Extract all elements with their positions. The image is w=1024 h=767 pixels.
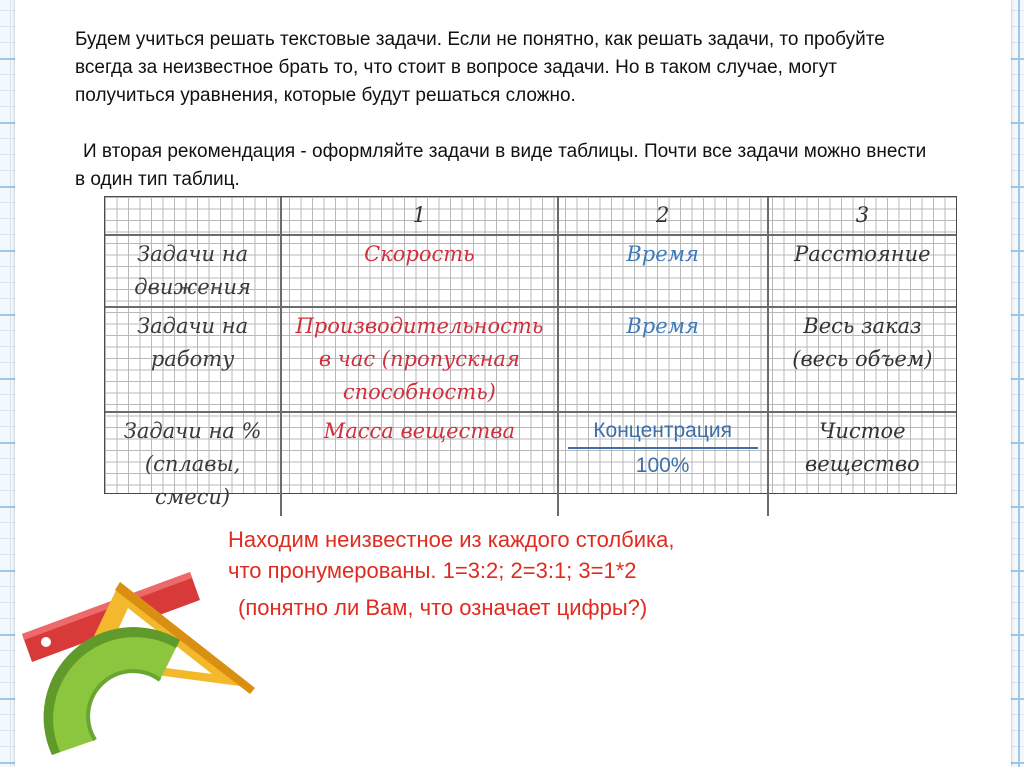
intro-text [75, 26, 935, 194]
cell-whole-order: Весь заказ (весь объем) [768, 307, 956, 412]
task-table [105, 197, 956, 516]
fraction-denominator: 100% [635, 454, 690, 477]
task-table-wrapper [104, 196, 957, 509]
table-row [105, 307, 956, 412]
intro-paragraph-2: И вторая рекомендация - оформляйте задачи в виде таблицы. Почти все задачи можно внести в один тип таблиц. [75, 141, 927, 190]
conclusion-line-3: (понятно ли Вам, что означает цифры?) [238, 595, 648, 620]
conclusion-line-1: Находим неизвестное из каждого столбика, [228, 527, 675, 552]
cell-time-work: Время [558, 307, 768, 412]
cell-distance: Расстояние [768, 235, 956, 307]
conclusion-text [228, 524, 848, 623]
header-cell-empty [105, 197, 281, 235]
table-header-row [105, 197, 956, 235]
fraction-numerator: Концентрация [568, 415, 758, 449]
table-row [105, 412, 956, 516]
row-label-work: Задачи на работу [105, 307, 281, 412]
cell-mass: Масса вещества [281, 412, 557, 516]
cell-pure-substance: Чистое вещество [768, 412, 956, 516]
cell-speed: Скорость [281, 235, 557, 307]
cell-time-motion: Время [558, 235, 768, 307]
header-cell-1: 1 [281, 197, 557, 235]
cell-concentration-fraction [558, 412, 768, 516]
cell-productivity: Производительность в час (пропускная способность) [281, 307, 557, 412]
header-cell-3: 3 [768, 197, 956, 235]
drawing-tools-illustration [0, 570, 290, 767]
header-cell-2: 2 [558, 197, 768, 235]
conclusion-line-2: что пронумерованы. 1=3:2; 2=3:1; 3=1*2 [228, 558, 637, 583]
intro-paragraph-1: Будем учиться решать текстовые задачи. Если не понятно, как решать задачи, то пробуйте всегда за неизвестное брать то, что стоит в вопросе задачи. Но в таком случае, могут получиться уравнения, которые будут решаться сложно. [75, 29, 885, 106]
row-label-percent: Задачи на % (сплавы, смеси) [105, 412, 281, 516]
table-row [105, 235, 956, 307]
row-label-motion: Задачи на движения [105, 235, 281, 307]
